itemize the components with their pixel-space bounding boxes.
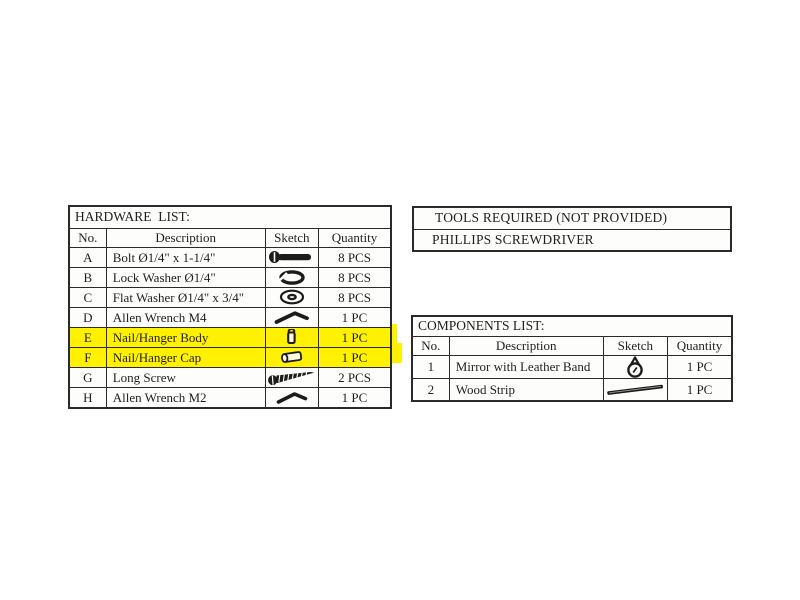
- row-description: Nail/Hanger Cap: [106, 347, 265, 367]
- quantity-cell: 1 PC: [319, 327, 391, 347]
- header-quantity: Quantity: [668, 336, 732, 355]
- quantity-cell: 8 PCS: [319, 247, 391, 267]
- bolt-icon: [268, 250, 316, 264]
- sketch-cell: [265, 387, 318, 408]
- table-row: [69, 367, 391, 387]
- header-description: Description: [449, 336, 603, 355]
- components-title-row: [412, 316, 732, 336]
- tools-required-table: [412, 206, 732, 252]
- sketch-cell: [603, 378, 667, 401]
- header-no: No.: [412, 336, 449, 355]
- hardware-list-title: HARDWARE LIST:: [69, 206, 391, 228]
- row-description: Allen Wrench M4: [106, 307, 265, 327]
- allen-wrench-icon: [274, 310, 310, 324]
- row-no: 2: [412, 378, 449, 401]
- table-row: [412, 378, 732, 401]
- table-row-highlighted: [69, 327, 391, 347]
- quantity-cell: 1 PC: [319, 307, 391, 327]
- table-row: [412, 355, 732, 378]
- header-sketch: Sketch: [265, 228, 318, 247]
- quantity-cell: 8 PCS: [319, 267, 391, 287]
- row-no: H: [69, 387, 106, 408]
- components-list-title: COMPONENTS LIST:: [412, 316, 732, 336]
- nail-cap-icon: [279, 350, 305, 364]
- row-no: E: [69, 327, 106, 347]
- row-description: Allen Wrench M2: [106, 387, 265, 408]
- header-no: No.: [69, 228, 106, 247]
- row-no: F: [69, 347, 106, 367]
- sketch-cell: [265, 327, 318, 347]
- tools-required-title: TOOLS REQUIRED (NOT PROVIDED): [413, 207, 731, 229]
- row-description: Wood Strip: [449, 378, 603, 401]
- quantity-cell: 8 PCS: [319, 287, 391, 307]
- components-list-table: [411, 315, 733, 402]
- table-row-highlighted: [69, 347, 391, 367]
- sketch-cell: [603, 355, 667, 378]
- row-description: Nail/Hanger Body: [106, 327, 265, 347]
- sketch-cell: [265, 267, 318, 287]
- table-row: [69, 267, 391, 287]
- quantity-cell: 2 PCS: [319, 367, 391, 387]
- tools-item-row: [413, 229, 731, 251]
- table-row: [69, 387, 391, 408]
- header-sketch: Sketch: [603, 336, 667, 355]
- sketch-cell: [265, 247, 318, 267]
- hardware-header-row: [69, 228, 391, 247]
- row-no: B: [69, 267, 106, 287]
- quantity-cell: 1 PC: [319, 347, 391, 367]
- row-description: Mirror with Leather Band: [449, 355, 603, 378]
- header-description: Description: [106, 228, 265, 247]
- sketch-cell: [265, 287, 318, 307]
- header-quantity: Quantity: [319, 228, 391, 247]
- tools-title-row: [413, 207, 731, 229]
- highlight-spill-row-e: [392, 324, 397, 343]
- row-no: 1: [412, 355, 449, 378]
- row-no: C: [69, 287, 106, 307]
- components-header-row: [412, 336, 732, 355]
- quantity-cell: 1 PC: [319, 387, 391, 408]
- table-row: [69, 307, 391, 327]
- flat-washer-icon: [277, 289, 307, 305]
- sketch-cell: [265, 307, 318, 327]
- row-description: Long Screw: [106, 367, 265, 387]
- wood-strip-icon: [605, 381, 665, 397]
- quantity-cell: 1 PC: [668, 355, 732, 378]
- quantity-cell: 1 PC: [668, 378, 732, 401]
- sketch-cell: [265, 347, 318, 367]
- nail-body-icon: [285, 329, 298, 345]
- table-row: [69, 287, 391, 307]
- allen-wrench-icon: [276, 391, 308, 404]
- hardware-list-table: [68, 205, 392, 409]
- row-description: Lock Washer Ø1/4": [106, 267, 265, 287]
- row-no: G: [69, 367, 106, 387]
- row-description: Flat Washer Ø1/4" x 3/4": [106, 287, 265, 307]
- table-row: [69, 247, 391, 267]
- sketch-cell: [265, 367, 318, 387]
- row-no: A: [69, 247, 106, 267]
- lock-washer-icon: [277, 269, 307, 285]
- long-screw-icon: [267, 369, 317, 385]
- row-no: D: [69, 307, 106, 327]
- tools-item: PHILLIPS SCREWDRIVER: [413, 229, 731, 251]
- mirror-icon: [625, 356, 645, 378]
- hardware-title-row: [69, 206, 391, 228]
- row-description: Bolt Ø1/4" x 1-1/4": [106, 247, 265, 267]
- highlight-spill-row-f: [392, 343, 402, 363]
